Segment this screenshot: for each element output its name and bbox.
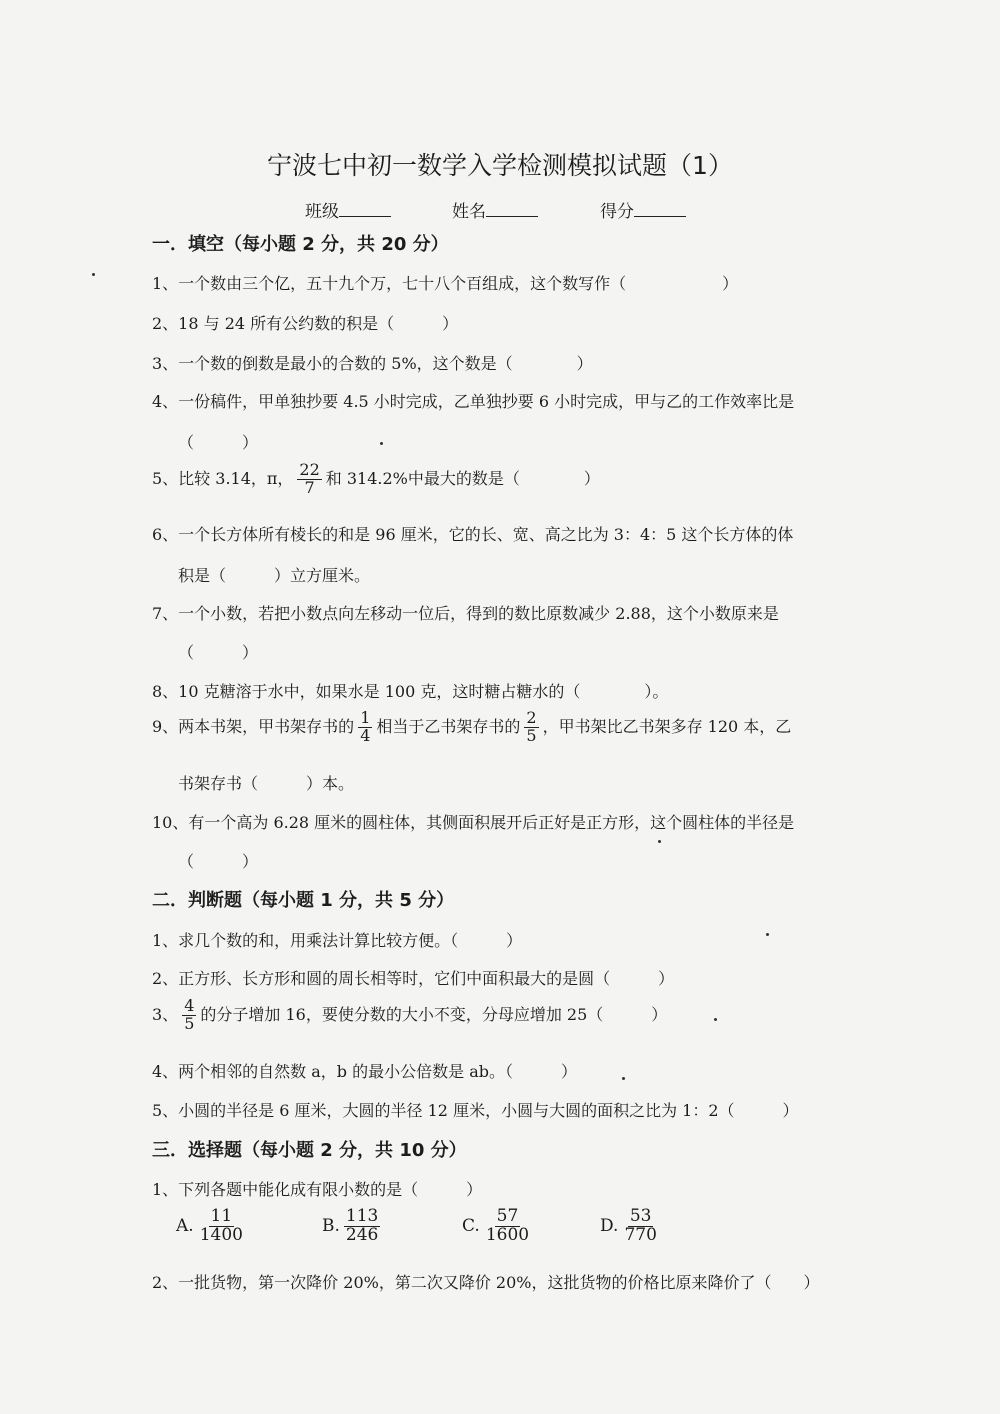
score-label: 得分 [600, 202, 634, 222]
s1-question-7-line1: 7、一个小数，若把小数点向左移动一位后，得到的数比原数减少 2.88，这个小数原来是 [152, 604, 779, 623]
fraction-denominator: 7 [304, 477, 315, 497]
s1-question-10-line2: （ ） [178, 852, 259, 871]
fraction-numerator: 22 [299, 460, 320, 479]
s2-question-4: 4、两个相邻的自然数 a，b 的最小公倍数是 ab。（ ） [152, 1062, 578, 1081]
scan-speck [766, 933, 769, 936]
s1-question-4-line2: （ ） [178, 433, 259, 452]
s3-option-d [600, 1208, 663, 1245]
class-field [305, 197, 391, 222]
s1-q9-b: 相当于乙书架存书的 [376, 716, 521, 736]
s2-question-2: 2、正方形、长方形和圆的周长相等时，它们中面积最大的是圆（ ） [152, 969, 675, 988]
s1-question-6-line2: 积是（ ）立方厘米。 [178, 566, 371, 585]
s3-option-a [176, 1208, 249, 1245]
fraction-denominator: 5 [184, 1013, 195, 1033]
s1-question-7-line2: （ ） [178, 643, 259, 662]
option-label: D. [600, 1215, 619, 1236]
s1-question-9-line1 [152, 710, 791, 745]
s3-question-1: 1、下列各题中能化成有限小数的是（ ） [152, 1180, 483, 1199]
s3-question-2: 2、一批货物，第一次降价 20%，第二次又降价 20%，这批货物的价格比原来降价了（ ） [152, 1273, 820, 1292]
fraction-numerator: 4 [184, 996, 195, 1015]
s1-q5-post: 和 314.2%中最大的数是（ ） [325, 468, 600, 488]
s1-q9-c: ，甲书架比乙书架多存 120 本，乙 [542, 716, 792, 736]
s1-question-6-line1: 6、一个长方体所有棱长的和是 96 厘米，它的长、宽、高之比为 3：4：5 这个长方体的体 [152, 525, 794, 544]
page-title: 宁波七中初一数学入学检测模拟试题（1） [267, 151, 733, 180]
name-label: 姓名 [452, 202, 486, 222]
fraction-denominator: 1400 [199, 1224, 243, 1245]
s1-q5-pre: 5、比较 3.14，π， [152, 468, 294, 488]
fraction-numerator: 113 [345, 1206, 379, 1226]
s3-option-c [462, 1208, 535, 1245]
fraction-denominator: 4 [360, 725, 371, 745]
s1-question-1: 1、一个数由三个亿，五十九个万，七十八个百组成，这个数写作（ ） [152, 274, 739, 293]
fraction-denominator: 246 [345, 1224, 379, 1245]
s1-question-9-line2: 书架存书（ ）本。 [178, 774, 355, 793]
name-blank [486, 216, 538, 217]
fraction-4-5 [182, 998, 196, 1033]
class-label: 班级 [305, 202, 339, 222]
s2-q3-post: 的分子增加 16，要使分数的大小不变，分母应增加 25（ ） [200, 1004, 668, 1024]
fraction-denominator: 770 [624, 1224, 657, 1245]
option-fraction [198, 1208, 245, 1245]
fraction-2-5 [524, 710, 538, 745]
scan-speck [622, 1077, 625, 1080]
option-fraction [344, 1208, 380, 1245]
fraction-1-4 [358, 710, 372, 745]
score-blank [634, 216, 686, 217]
s1-question-5 [152, 462, 600, 497]
s3-option-b [322, 1208, 384, 1245]
s2-q3-pre: 3、 [152, 1004, 179, 1024]
fraction-numerator: 2 [526, 708, 537, 727]
fraction-22-7 [297, 462, 321, 497]
scan-speck [714, 1018, 717, 1021]
option-label: C. [462, 1215, 480, 1236]
s2-question-3 [152, 998, 667, 1033]
fraction-numerator: 1 [360, 708, 371, 727]
option-fraction [622, 1208, 658, 1245]
section1-heading: 一．填空（每小题 2 分，共 20 分） [152, 234, 449, 255]
class-blank [339, 216, 391, 217]
s1-question-10-line1: 10、有一个高为 6.28 厘米的圆柱体，其侧面积展开后正好是正方形，这个圆柱体的半径是 [152, 813, 795, 832]
s2-question-1: 1、求几个数的和，用乘法计算比较方便。（ ） [152, 931, 523, 950]
s1-question-2: 2、18 与 24 所有公约数的积是（ ） [152, 314, 459, 333]
s1-q9-a: 9、两本书架，甲书架存书的 [152, 716, 355, 736]
s1-question-3: 3、一个数的倒数是最小的合数的 5%，这个数是（ ） [152, 354, 593, 373]
section2-heading: 二．判断题（每小题 1 分，共 5 分） [152, 890, 455, 911]
s1-question-4-line1: 4、一份稿件，甲单独抄要 4.5 小时完成，乙单独抄要 6 小时完成，甲与乙的工作效率比是 [152, 392, 795, 411]
fraction-numerator: 53 [629, 1206, 652, 1226]
fraction-numerator: 11 [210, 1206, 233, 1226]
option-fraction [484, 1208, 531, 1245]
fraction-denominator: 5 [526, 725, 537, 745]
fraction-numerator: 57 [496, 1206, 519, 1226]
score-field [600, 197, 686, 222]
s1-question-8: 8、10 克糖溶于水中，如果水是 100 克，这时糖占糖水的（ ）。 [152, 682, 669, 701]
section3-heading: 三．选择题（每小题 2 分，共 10 分） [152, 1140, 467, 1161]
name-field [452, 197, 538, 222]
fraction-denominator: 1600 [485, 1224, 530, 1245]
scan-speck [658, 840, 661, 843]
scan-speck [92, 273, 95, 276]
option-label: A. [176, 1215, 194, 1236]
s2-question-5: 5、小圆的半径是 6 厘米，大圆的半径 12 厘米，小圆与大圆的面积之比为 1：2（ ） [152, 1101, 799, 1120]
option-label: B. [322, 1215, 340, 1236]
scan-speck [380, 442, 383, 445]
